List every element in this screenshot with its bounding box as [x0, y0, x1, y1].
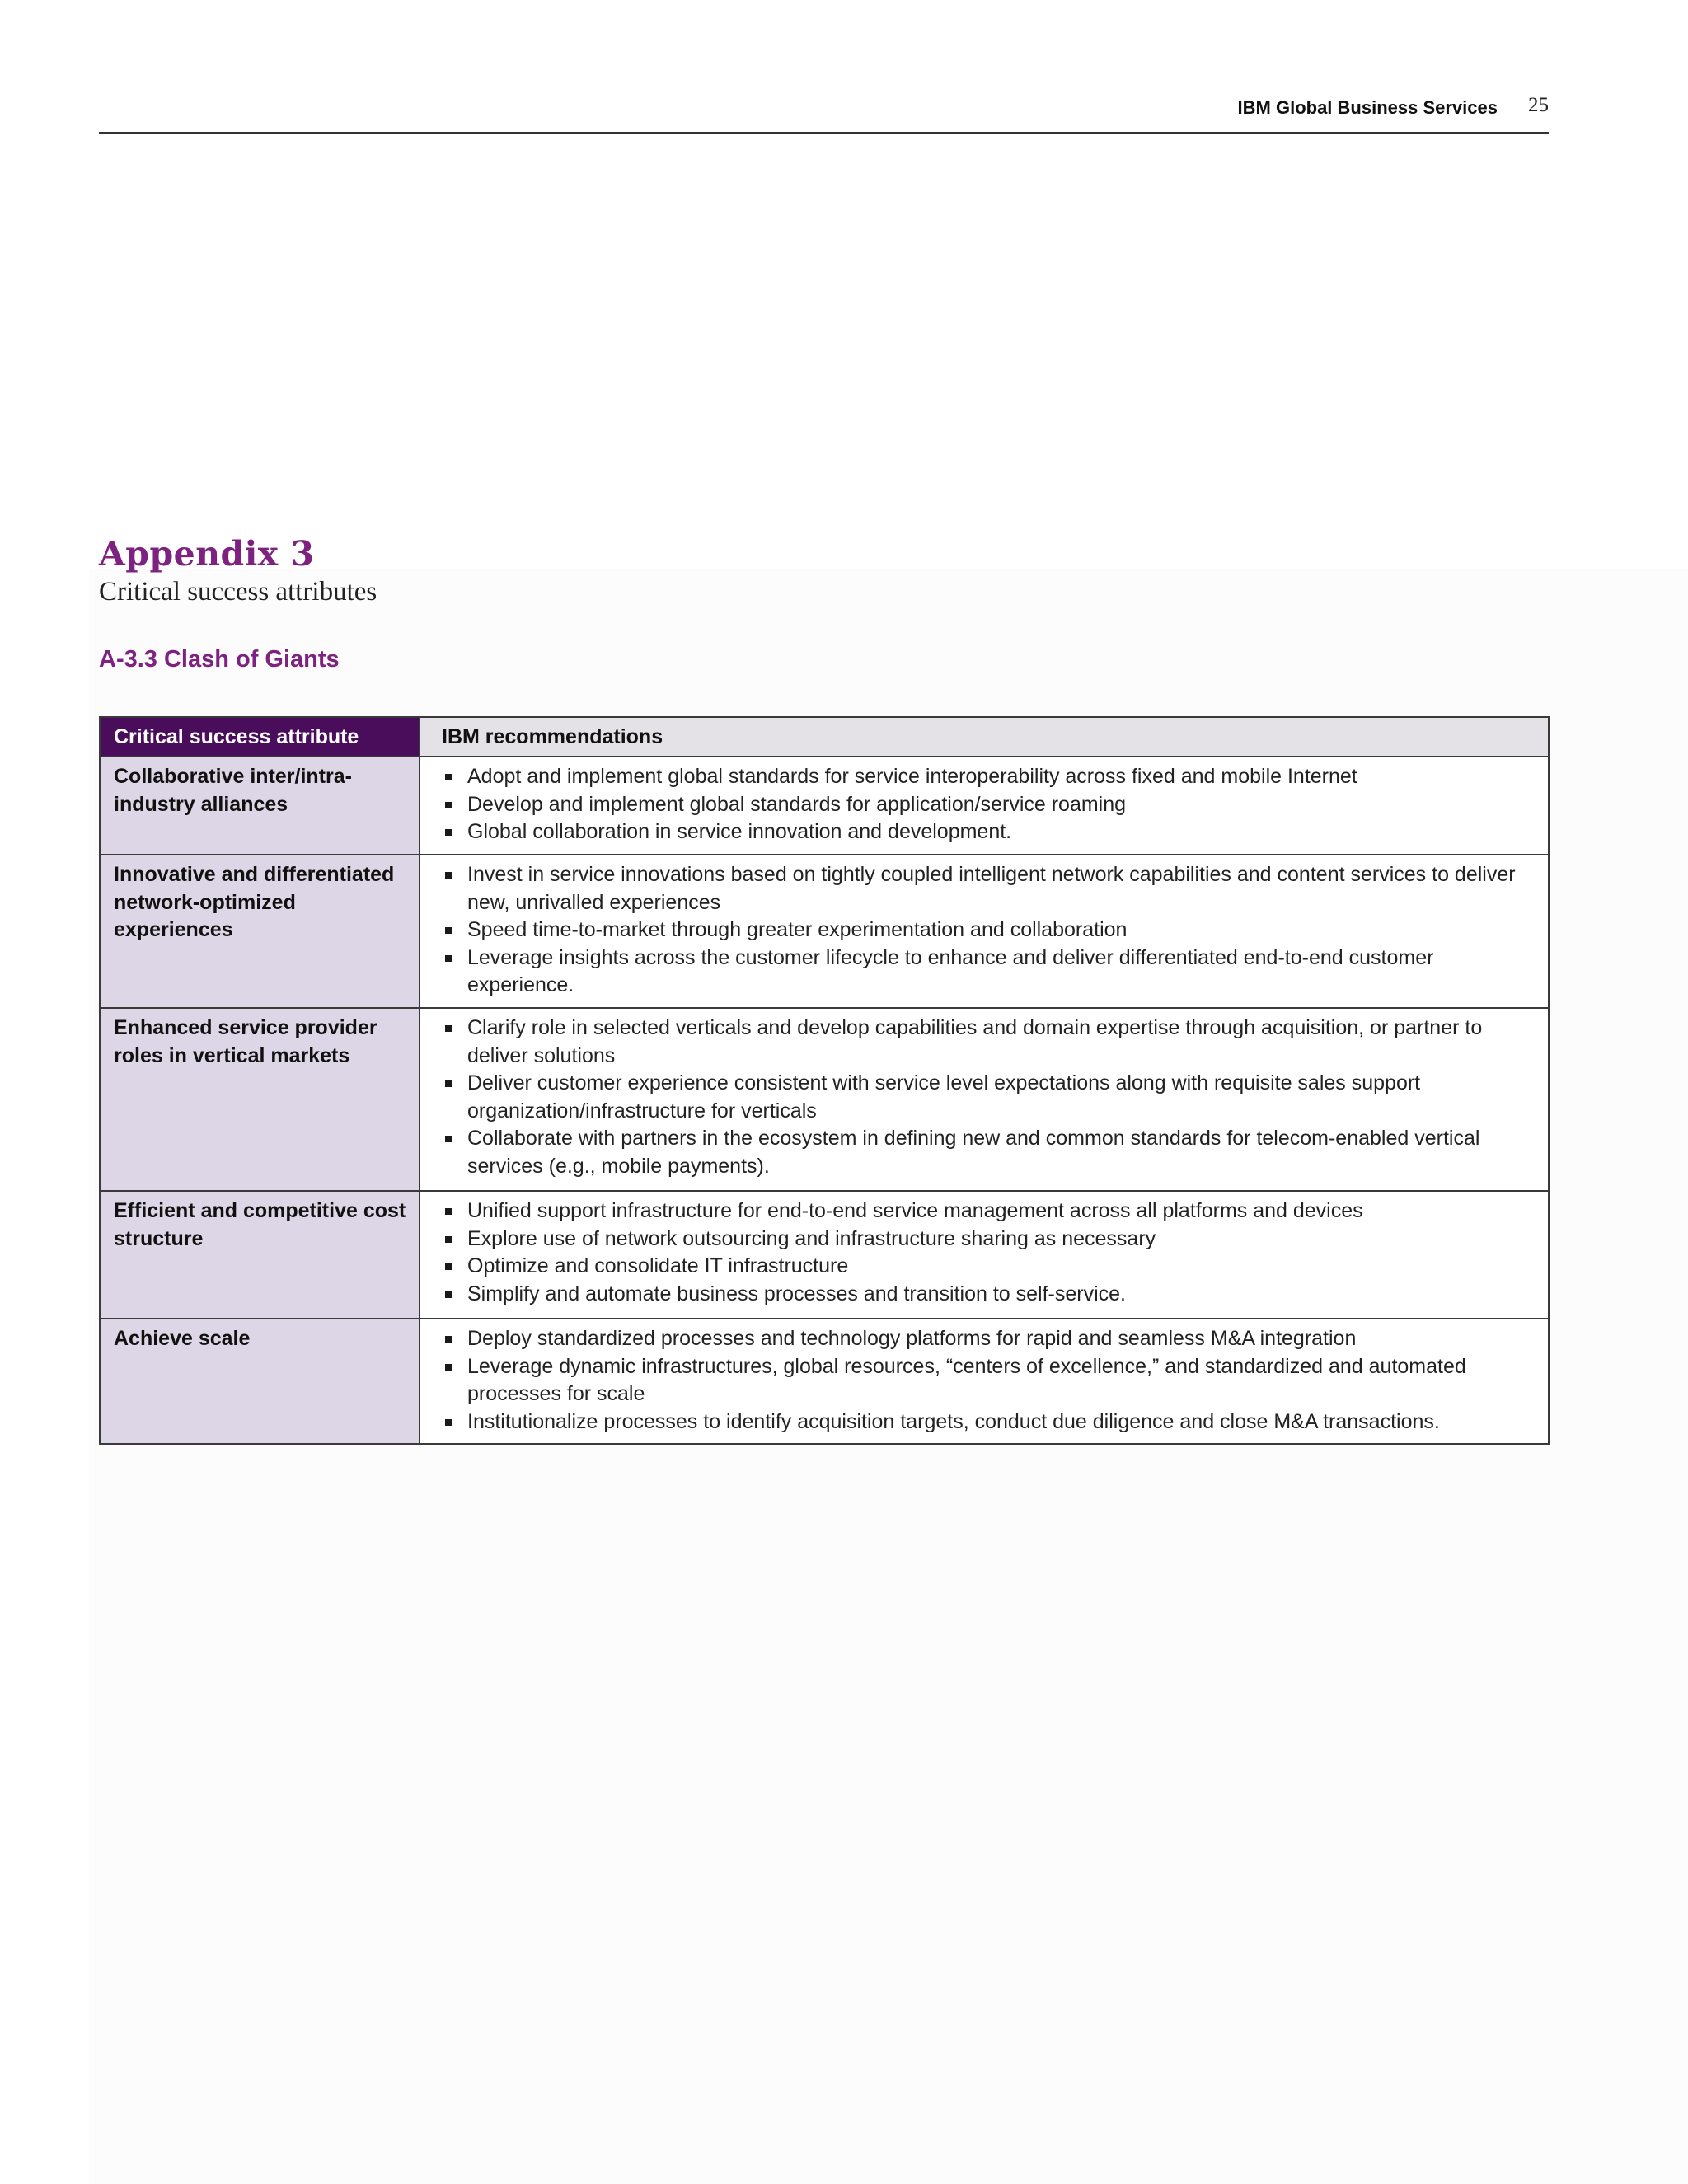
recommendations-cell — [420, 855, 1549, 1008]
page-header — [99, 92, 1549, 134]
success-attributes-table — [99, 716, 1550, 1445]
recommendations-cell — [420, 1319, 1549, 1444]
recommendations-cell — [420, 1008, 1549, 1191]
table-row — [100, 757, 1549, 855]
header-brand: IBM Global Business Services — [1237, 97, 1498, 118]
list-item: Leverage insights across the customer lifecycle to enhance and deliver differentiated end-to-end customer experience. — [442, 944, 1528, 1000]
list-item: Speed time-to-market through greater experimentation and collaboration — [442, 916, 1528, 944]
attribute-cell: Efficient and competitive cost structure — [100, 1191, 420, 1319]
column-header-attribute: Critical success attribute — [100, 717, 420, 757]
list-item: Collaborate with partners in the ecosystem in defining new and common standards for telecom-enabled vertical services (e.g., mobile payments). — [442, 1125, 1528, 1180]
section-heading: A-3.3 Clash of Giants — [99, 646, 340, 673]
attribute-cell: Achieve scale — [100, 1319, 420, 1444]
list-item: Optimize and consolidate IT infrastructure — [442, 1253, 1528, 1281]
recommendations-cell — [420, 1191, 1549, 1319]
list-item: Global collaboration in service innovation and development. — [442, 818, 1528, 846]
table-header-row — [100, 717, 1549, 757]
recommendations-list — [442, 861, 1528, 1000]
list-item: Institutionalize processes to identify acquisition targets, conduct due diligence and close M&A transactions. — [442, 1408, 1528, 1436]
recommendations-list — [442, 763, 1528, 846]
recommendations-list — [442, 1197, 1528, 1308]
column-header-recommendations: IBM recommendations — [420, 717, 1549, 757]
list-item: Deploy standardized processes and technology platforms for rapid and seamless M&A integration — [442, 1325, 1528, 1353]
attribute-cell: Innovative and differentiated network-optimized experiences — [100, 855, 420, 1008]
page-number: 25 — [1528, 94, 1549, 116]
list-item: Unified support infrastructure for end-to-end service management across all platforms and devices — [442, 1197, 1528, 1226]
table-row — [100, 1191, 1549, 1319]
appendix-subtitle: Critical success attributes — [99, 577, 377, 607]
attribute-cell: Collaborative inter/intra-industry alliances — [100, 757, 420, 855]
recommendations-cell — [420, 757, 1549, 855]
list-item: Explore use of network outsourcing and infrastructure sharing as necessary — [442, 1226, 1528, 1254]
table-row — [100, 855, 1549, 1008]
list-item: Leverage dynamic infrastructures, global resources, “centers of excellence,” and standardized and automated processes for scale — [442, 1353, 1528, 1408]
attribute-cell: Enhanced service provider roles in vertical markets — [100, 1008, 420, 1191]
table-row — [100, 1008, 1549, 1191]
recommendations-list — [442, 1015, 1528, 1180]
list-item: Deliver customer experience consistent with service level expectations along with requisite sales support organization/infrastructure for verticals — [442, 1070, 1528, 1125]
list-item: Invest in service innovations based on tightly coupled intelligent network capabilities and content services to deliver new, unrivalled experiences — [442, 861, 1528, 916]
appendix-title: Appendix 3 — [99, 534, 315, 574]
list-item: Simplify and automate business processes and transition to self-service. — [442, 1281, 1528, 1309]
list-item: Develop and implement global standards for application/service roaming — [442, 791, 1528, 819]
list-item: Clarify role in selected verticals and develop capabilities and domain expertise through acquisition, or partner to deliver solutions — [442, 1015, 1528, 1070]
list-item: Adopt and implement global standards for service interoperability across fixed and mobile Internet — [442, 763, 1528, 791]
recommendations-list — [442, 1325, 1528, 1436]
table-row — [100, 1319, 1549, 1444]
